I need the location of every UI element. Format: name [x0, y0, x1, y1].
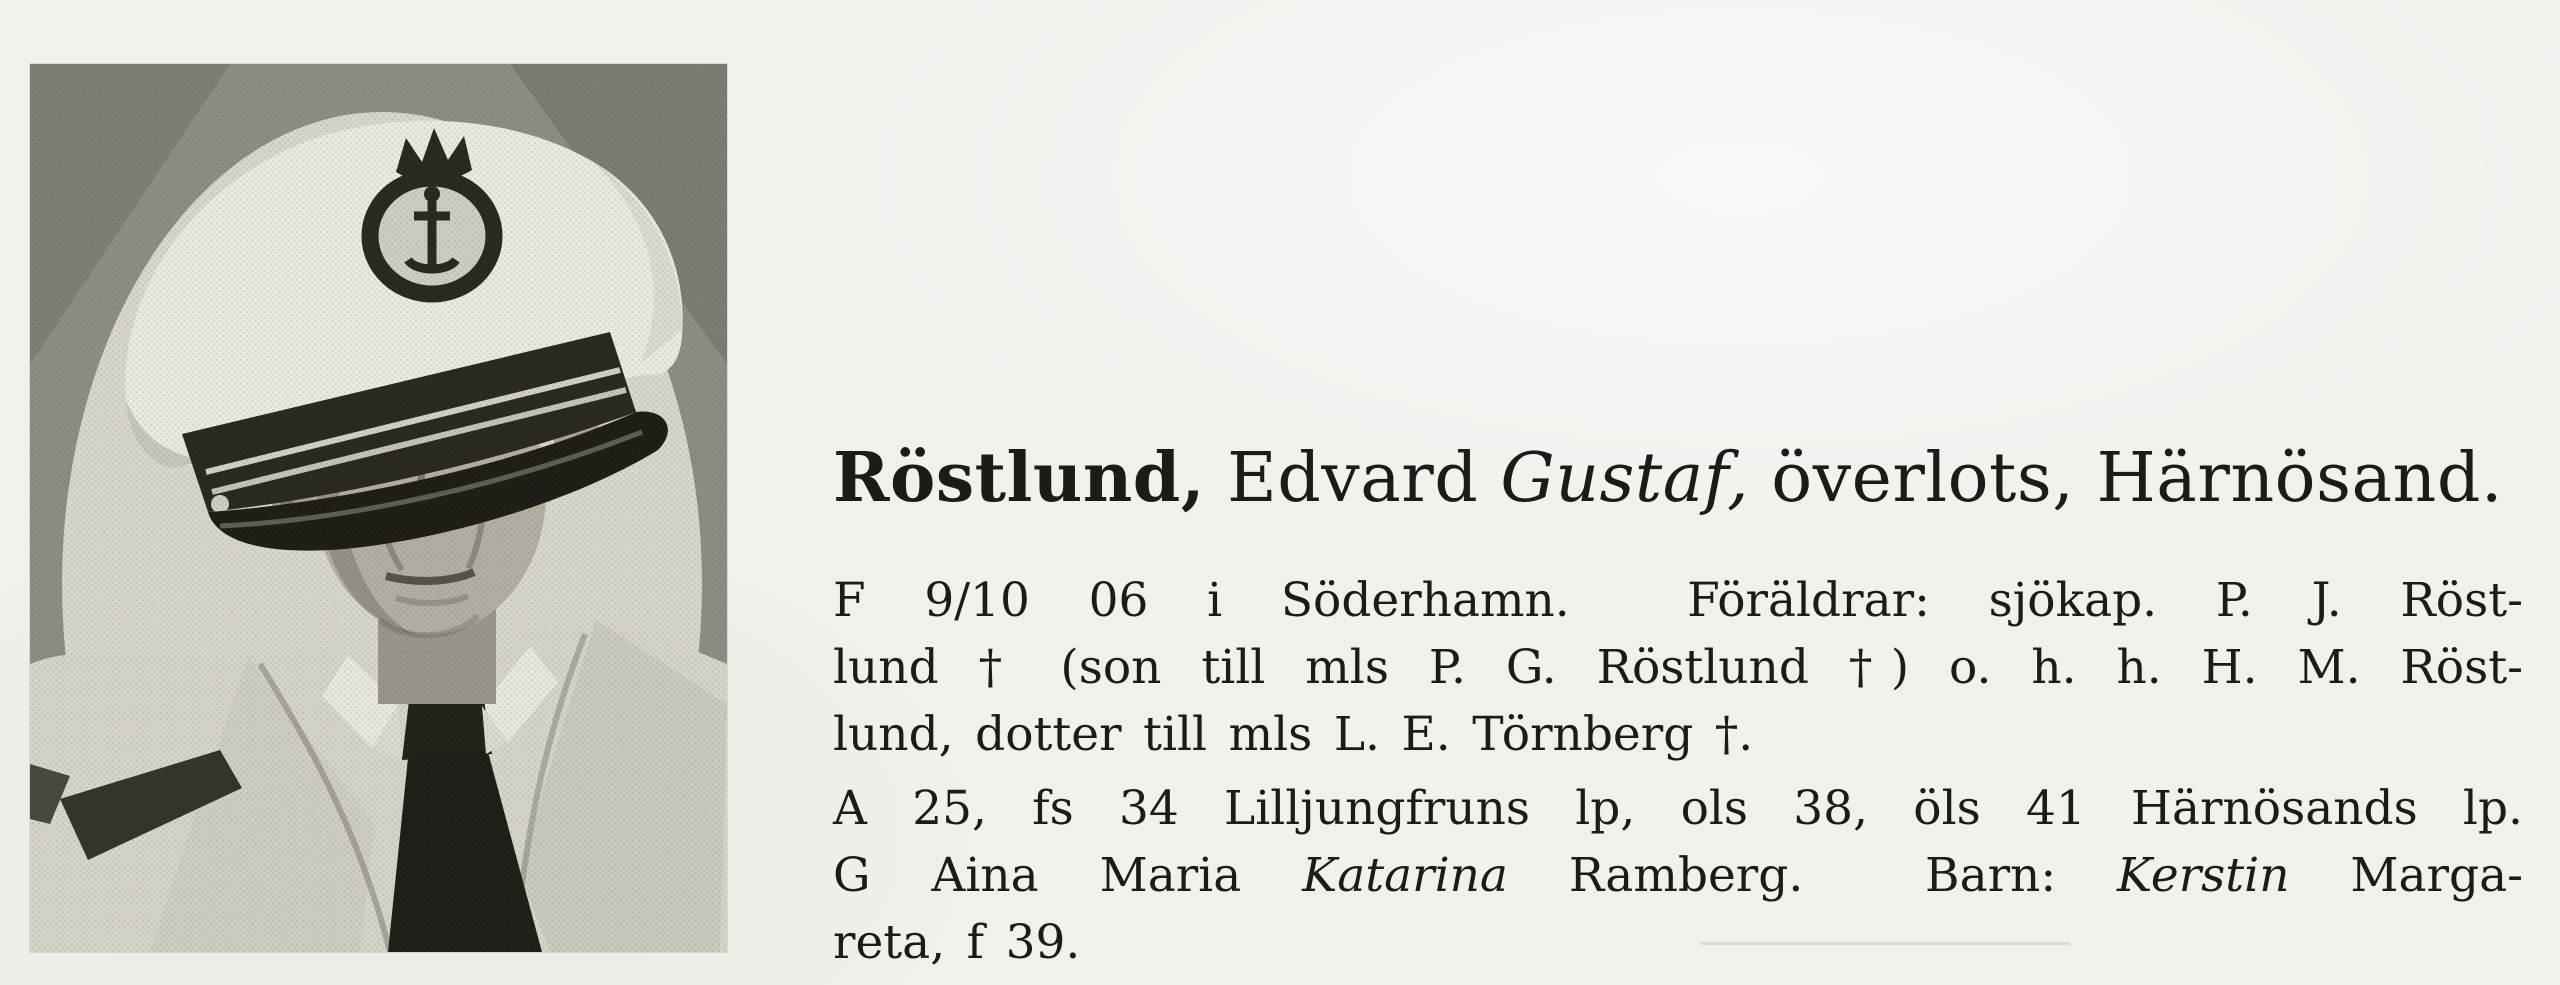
text-segment: Marga-	[2289, 848, 2523, 903]
show-through-artifact	[1700, 942, 2070, 945]
paragraph-birth-parents	[833, 567, 2523, 768]
halftone-overlay	[30, 64, 727, 952]
entry-heading	[833, 438, 2523, 519]
portrait-photo	[30, 64, 727, 952]
text-segment-italic: Kerstin	[2117, 848, 2290, 903]
paragraph-career-family	[833, 775, 2523, 976]
text-line: A 25, fs 34 Lilljungfruns lp, ols 38, öls 41 Härnösands lp.	[833, 781, 2523, 836]
given-name-italic: Gustaf,	[1500, 439, 1750, 518]
text-line	[833, 842, 2523, 909]
text-segment-italic: Katarina	[1302, 848, 1508, 903]
text-line: F 9/10 06 i Söderhamn. Föräldrar: sjökap. P. J. Röst-	[833, 573, 2523, 628]
title-location: överlots, Härnösand.	[1749, 439, 2503, 518]
text-line: lund † (son till mls P. G. Röstlund †) o. h. h. H. M. Röst-	[833, 640, 2523, 695]
text-line: reta, f 39.	[833, 915, 1081, 970]
given-name: Edvard	[1205, 439, 1501, 518]
biography-entry	[833, 438, 2523, 976]
portrait-illustration	[30, 64, 727, 952]
text-segment: G Aina Maria	[833, 848, 1303, 903]
text-segment: Ramberg. Barn:	[1507, 848, 2118, 903]
text-line: lund, dotter till mls L. E. Törnberg †.	[833, 707, 1754, 762]
surname: Röstlund,	[833, 438, 1205, 518]
